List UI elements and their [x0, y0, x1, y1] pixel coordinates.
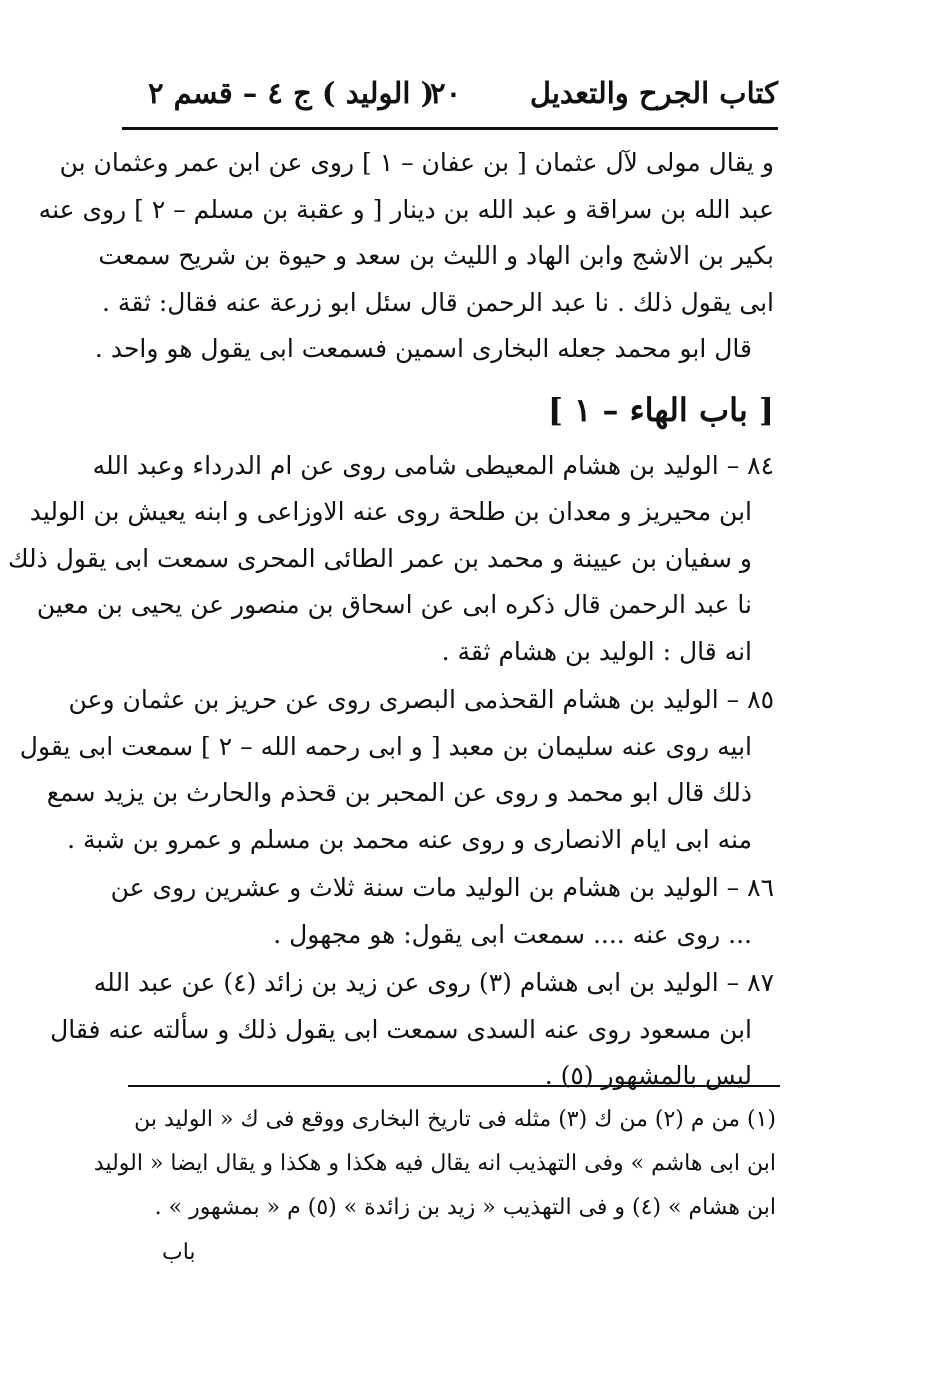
entry-line: ٨٥ – الوليد بن هشام القحذمى البصرى روى عن حريز بن عثمان وعن: [68, 685, 774, 714]
entry-line: منه ابى ايام الانصارى و روى عنه محمد بن مسلم و عمرو بن شبة .: [67, 824, 752, 854]
main-text: [7, 140, 774, 1100]
section-reference: ( الوليد ) ج ٤ – قسم ٢: [148, 76, 435, 110]
entry-line: ٨٦ – الوليد بن هشام بن الوليد مات سنة ثلاث و عشرين روى عن: [110, 873, 774, 902]
entry-84: [7, 443, 774, 676]
entry-line: ابيه روى عنه سليمان بن معبد [ و ابى رحمه الله – ٢ ] سمعت ابى يقول: [19, 731, 752, 761]
text-line: قال ابو محمد جعله البخارى اسمين فسمعت ابى يقول هو واحد .: [94, 334, 752, 363]
entry-line: نا عبد الرحمن قال ذكره ابى عن اسحاق بن منصور عن يحيى بن معين: [36, 590, 752, 619]
entry-line: ليس بالمشهور (٥) .: [544, 1061, 752, 1090]
entry-line: ٨٤ – الوليد بن هشام المعيطى شامى روى عن ام الدرداء وعبد الله: [92, 450, 774, 480]
footnote-line: ابن هشام » (٤) و فى التهذيب « زيد بن زائدة » (٥) م « بمشهور » .: [154, 1195, 776, 1220]
page-header: [130, 72, 778, 124]
header-rule: [122, 127, 778, 130]
text-line: بكير بن الاشج وابن الهاد و الليث بن سعد و حيوة بن شريح سمعت: [98, 241, 774, 270]
text-line: عبد الله بن سراقة و عبد الله بن دينار [ و عقبة بن مسلم – ٢ ] روى عنه: [38, 194, 774, 224]
entry-85: [19, 677, 774, 863]
chapter-heading: [ باب الهاء – ١ ]: [547, 390, 774, 429]
entry-line: ابن مسعود روى عنه السدى سمعت ابى يقول ذلك و سألته عنه فقال: [50, 1014, 752, 1044]
text-line: ابى يقول ذلك . نا عبد الرحمن قال سئل ابو زرعة عنه فقال: ثقة .: [102, 287, 774, 317]
footnote-line: ابن ابى هاشم » وفى التهذيب انه يقال فيه هكذا و هكذا و يقال ايضا « الوليد: [93, 1151, 776, 1176]
footnote-line: (١) من م (٢) من ك (٣) مثله فى تاريخ البخارى ووقع فى ك « الوليد بن: [134, 1107, 776, 1132]
entry-line: ٨٧ – الوليد بن ابى هشام (٣) روى عن زيد بن زائد (٤) عن عبد الله: [93, 968, 774, 997]
entry-line: ... روى عنه .... سمعت ابى يقول: هو مجهول .: [273, 919, 752, 949]
entry-87: [50, 960, 774, 1100]
entry-line: انه قال : الوليد بن هشام ثقة .: [441, 636, 752, 666]
entry-line: ابن محيريز و معدان بن طلحة روى عنه الاوزاعى و ابنه يعيش بن الوليد: [29, 497, 752, 526]
entry-line: و سفيان بن عيينة و محمد بن عمر الطائى المحرى سمعت ابى يقول ذلك: [7, 543, 752, 573]
footnotes: [93, 1098, 776, 1230]
book-title: كتاب الجرح والتعديل: [529, 76, 778, 110]
catchword: باب: [162, 1240, 196, 1265]
text-line: و يقال مولى لآل عثمان [ بن عفان – ١ ] روى عن ابن عمر وعثمان بن: [59, 148, 774, 177]
entry-86: [110, 865, 774, 958]
intro-paragraph: [38, 140, 774, 373]
entry-line: ذلك قال ابو محمد و روى عن المحبر بن قحذم والحارث بن يزيد سمع: [46, 778, 752, 807]
page-number: ٢٠: [430, 76, 462, 110]
footnote-rule: [128, 1085, 780, 1087]
